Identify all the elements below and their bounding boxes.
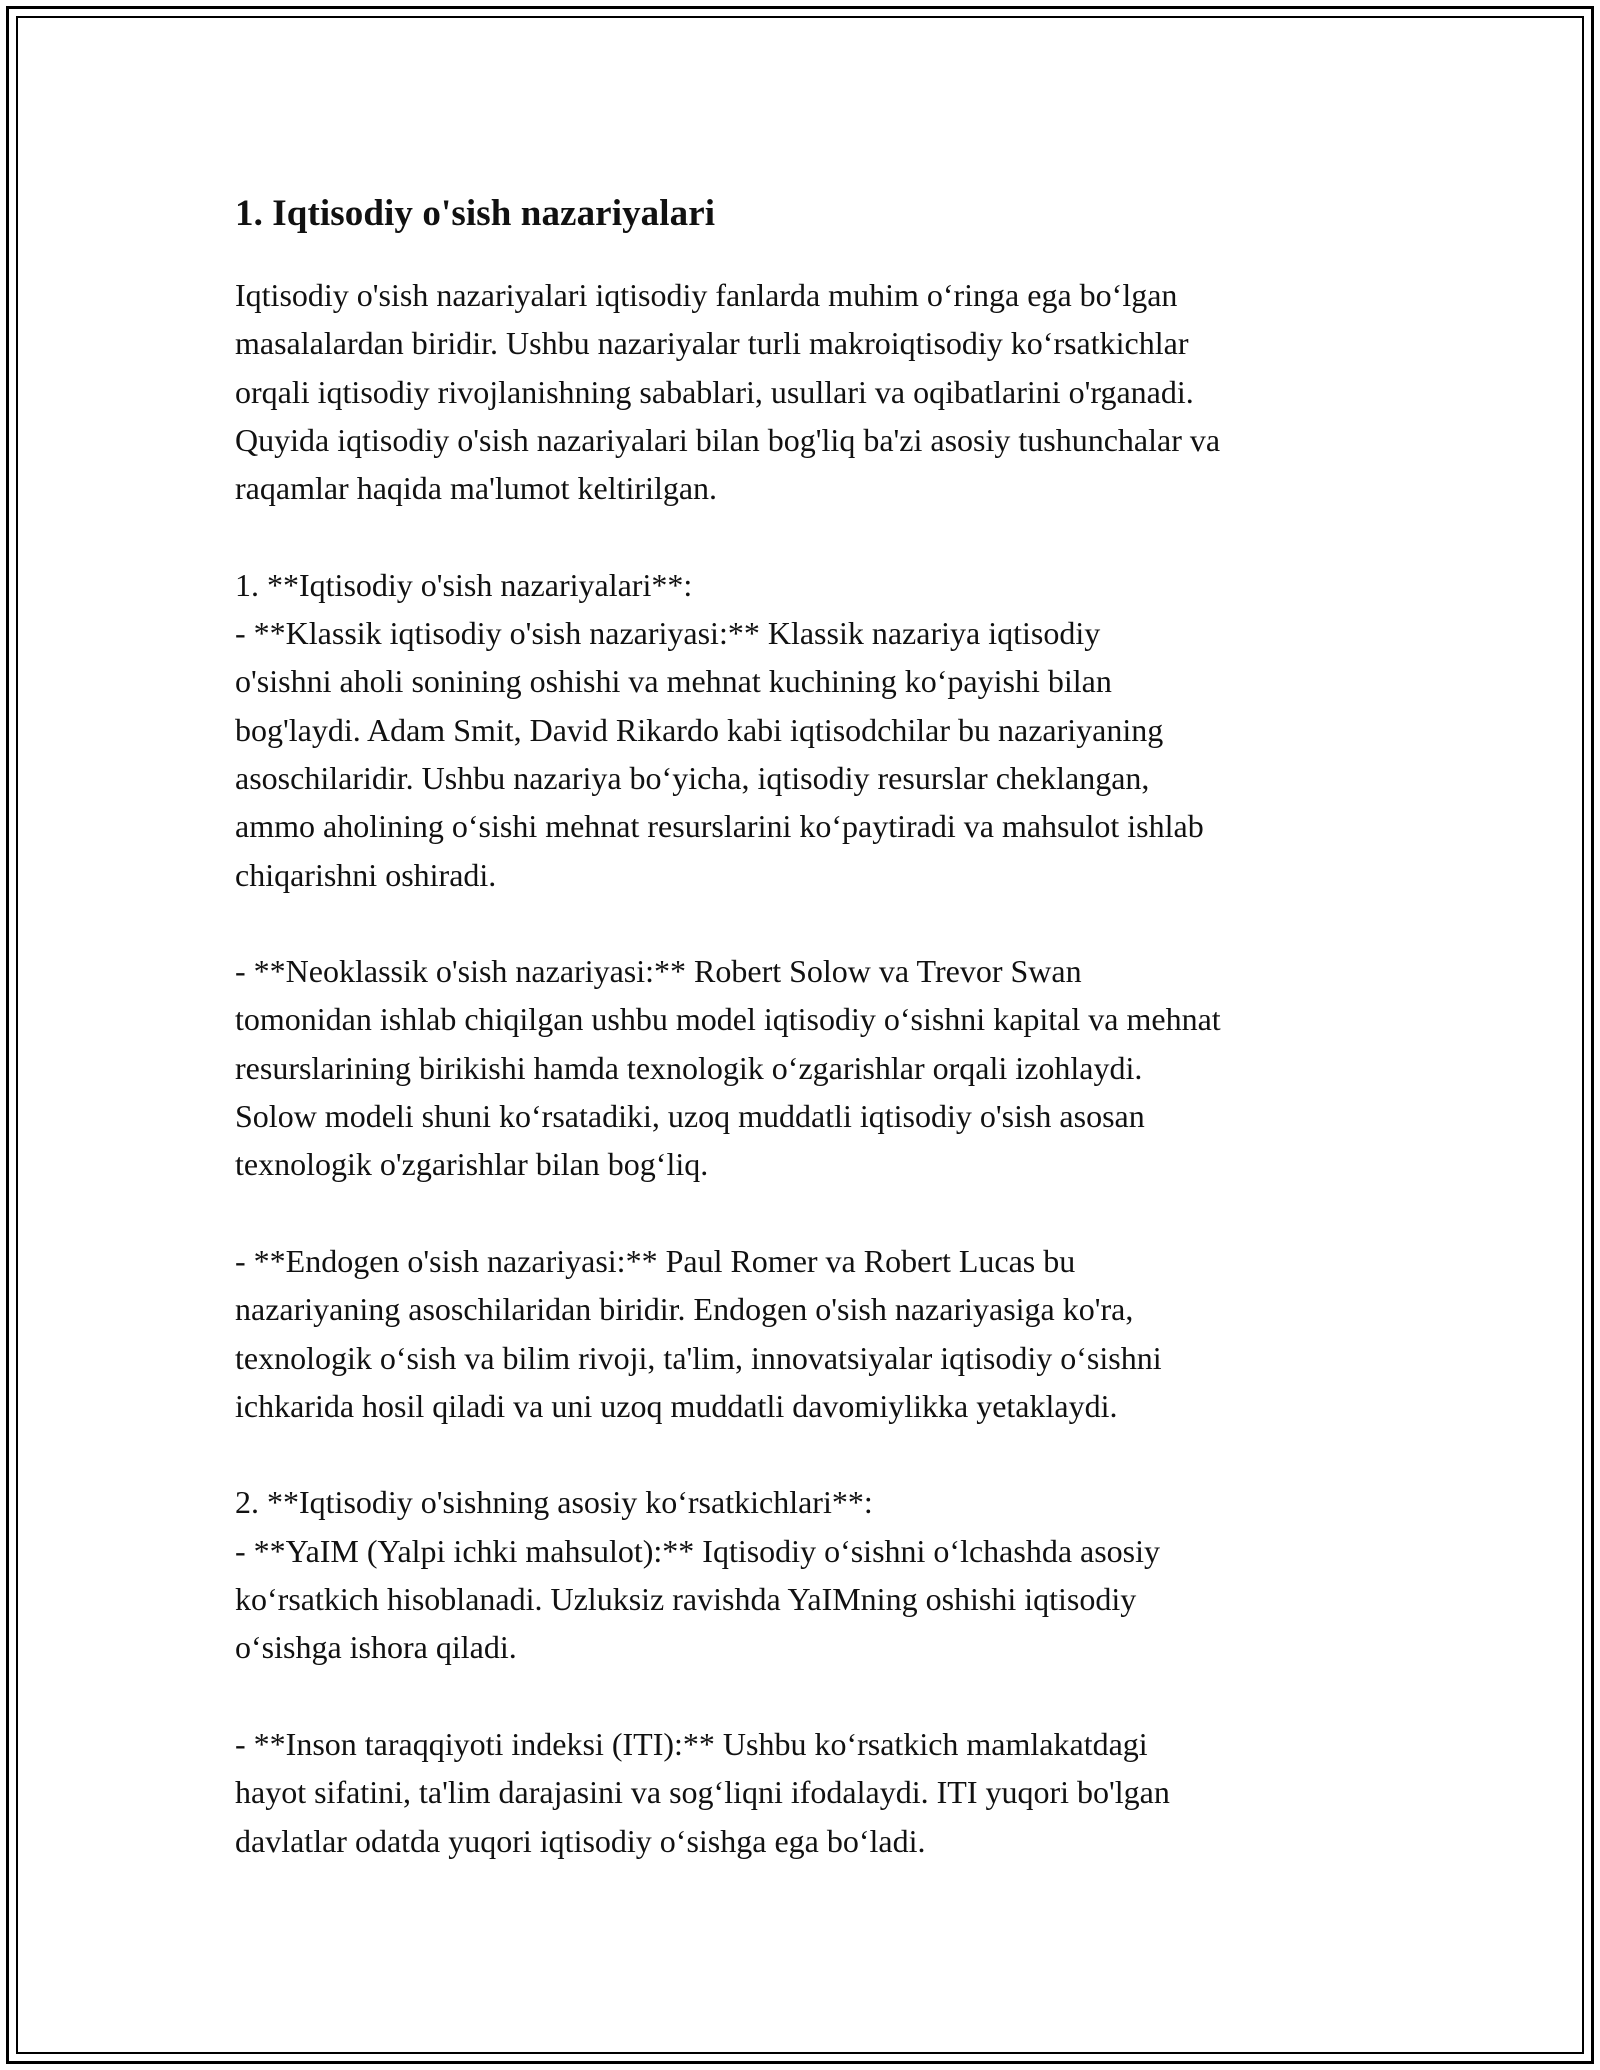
document-title: 1. Iqtisodiy o'sish nazariyalari xyxy=(235,193,716,234)
document-content xyxy=(235,185,1395,1865)
document-body: Iqtisodiy o'sish nazariyalari iqtisodiy fanlarda muhim o‘ringa ega bo‘lgan masalalardan biridir. Ushbu nazariyalar turli makroiqtisodiy ko‘rsatkichlar orqali iqtisodiy rivojlanishning sabablari, usullari va oqibatlarini o'rganadi. Quyida iqtisodiy o'sish nazariyalari bilan bog'liq ba'zi asosiy tushunchalar va raqamlar haqida ma'lumot keltirilgan. 1. **Iqtisodiy o'sish nazariyalari**: - **Klassik iqtisodiy o'sish nazariyasi:** Klassik nazariya iqtisodiy o'sishni aholi sonining oshishi va mehnat kuchining ko‘payishi bilan bog'laydi. Adam Smit, David Rikardo kabi iqtisodchilar bu nazariyaning asoschilaridir. Ushbu nazariya bo‘yicha, iqtisodiy resurslar cheklangan, ammo aholining o‘sishi mehnat resurslarini ko‘paytiradi va mahsulot ishlab chiqarishni oshiradi. - **Neoklassik o'sish nazariyasi:** Robert Solow va Trevor Swan tomonidan ishlab chiqilgan ushbu model iqtisodiy o‘sishni kapital va mehnat resurslarining birikishi hamda texnologik o‘zgarishlar orqali izohlaydi. Solow modeli shuni ko‘rsatadiki, uzoq muddatli iqtisodiy o'sish asosan texnologik o'zgarishlar bilan bog‘liq. - **Endogen o'sish nazariyasi:** Paul Romer va Robert Lucas bu nazariyaning asoschilaridan biridir. Endogen o'sish nazariyasiga ko'ra, texnologik o‘sish va bilim rivoji, ta'lim, innovatsiyalar iqtisodiy o‘sishni ichkarida hosil qiladi va uni uzoq muddatli davomiylikka yetaklaydi. 2. **Iqtisodiy o'sishning asosiy ko‘rsatkichlari**: - **YaIM (Yalpi ichki mahsulot):** Iqtisodiy o‘sishni o‘lchashda asosiy ko‘rsatkich hisoblanadi. Uzluksiz ravishda YaIMning oshishi iqtisodiy o‘sishga ishora qiladi. - **Inson taraqqiyoti indeksi (ITI):** Ushbu ko‘rsatkich mamlakatdagi hayot sifatini, ta'lim darajasini va sog‘liqni ifodalaydi. ITI yuqori bo'lgan davlatlar odatda yuqori iqtisodiy o‘sishga ega bo‘ladi. xyxy=(235,277,1221,1859)
